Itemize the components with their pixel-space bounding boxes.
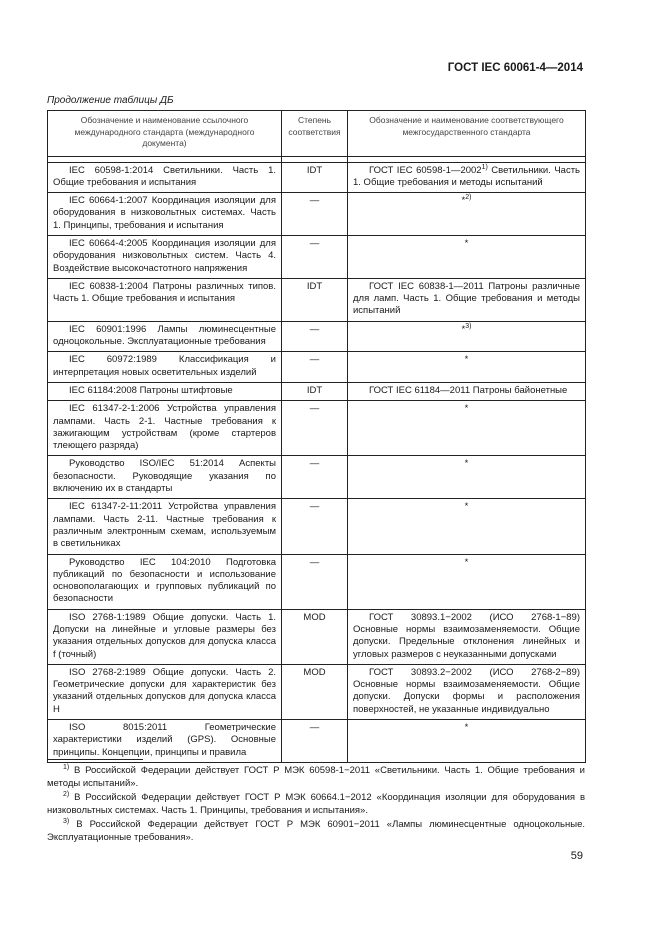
- interstate-standard-text-continued: Светильники. Часть 1. Общие требования и методы испытаний: [353, 164, 580, 188]
- column-header-degree: Степень соответствия: [282, 111, 348, 157]
- table-continuation-label: Продолжение таблицы ДБ: [47, 95, 174, 106]
- degree-cell: —: [282, 456, 348, 499]
- degree-cell: —: [282, 499, 348, 554]
- interstate-standard-text: *: [464, 556, 469, 568]
- interstate-standard-text: ГОСТ IEC 60838-1—2011 Патроны различные для ламп. Часть 1. Общие требования и методы испытаний: [353, 280, 580, 317]
- reference-standard-cell: IEC 61347-2-11:2011 Устройства управления лампами. Часть 2-11. Частные требования к различным электронным схемам, используемым в светильниках: [48, 499, 282, 554]
- reference-standard-cell: ISO 8015:2011 Геометрические характеристики изделий (GPS). Основные принципы. Концепции, принципы и правила: [48, 720, 282, 763]
- interstate-standard-cell: [348, 352, 586, 383]
- reference-standard-cell: Руководство IEC 104:2010 Подготовка публикаций по безопасности и использование основополагающих и групповых публикаций по безопасности: [48, 554, 282, 609]
- table-header-row: [48, 111, 586, 157]
- interstate-standard-text: *: [464, 722, 469, 734]
- interstate-standard-cell: [348, 321, 586, 352]
- degree-cell: —: [282, 235, 348, 278]
- interstate-standard-cell: [348, 720, 586, 763]
- interstate-standard-cell: [348, 609, 586, 664]
- table-row: [48, 382, 586, 400]
- footnote-divider: [47, 759, 143, 760]
- reference-standard-cell: IEC 60972:1989 Классификация и интерпретация новых осветительных изделий: [48, 352, 282, 383]
- table-row: [48, 499, 586, 554]
- table-row: [48, 352, 586, 383]
- footnote-text: В Российской Федерации действует ГОСТ Р МЭК 60664.1−2012 «Координация изоляции для оборудования в низковольтных системах. Часть 1. Принципы, требования и испытания».: [47, 792, 585, 816]
- degree-cell: IDT: [282, 382, 348, 400]
- table-row: [48, 162, 586, 193]
- reference-standard-cell: IEC 60664-1:2007 Координация изоляции для оборудования в низковольтных системах. Часть 1. Принципы, требования и испытания: [48, 193, 282, 236]
- degree-cell: —: [282, 193, 348, 236]
- footnote-reference: 3): [465, 322, 472, 330]
- footnotes: [47, 765, 585, 846]
- reference-standard-cell: IEC 60598-1:2014 Светильники. Часть 1. Общие требования и испытания: [48, 162, 282, 193]
- table-row: [48, 193, 586, 236]
- interstate-standard-text: ГОСТ IEC 61184—2011 Патроны байонетные: [369, 384, 568, 396]
- interstate-standard-cell: [348, 499, 586, 554]
- table-row: [48, 664, 586, 719]
- interstate-standard-text: ГОСТ IEC 60598-1—2002: [369, 164, 482, 176]
- table-row: [48, 401, 586, 456]
- interstate-standard-text: ГОСТ 30893.1−2002 (ИСО 2768-1−89) Основные нормы взаимозаменяемости. Общие допуски. Предельные отклонения линейных и угловых размеров с неуказанными допусками: [353, 611, 580, 660]
- interstate-standard-text: *: [464, 237, 469, 249]
- document-code: ГОСТ IEC 60061-4—2014: [447, 62, 583, 74]
- table-row: [48, 609, 586, 664]
- reference-standard-cell: IEC 60901:1996 Лампы люминесцентные одноцокольные. Эксплуатационные требования: [48, 321, 282, 352]
- page-number: 59: [570, 850, 583, 862]
- footnote: [47, 765, 585, 790]
- interstate-standard-text: *: [461, 323, 466, 335]
- degree-cell: MOD: [282, 664, 348, 719]
- interstate-standard-text: *: [464, 403, 469, 415]
- reference-standard-cell: IEC 61184:2008 Патроны штифтовые: [48, 382, 282, 400]
- interstate-standard-cell: [348, 382, 586, 400]
- interstate-standard-cell: [348, 278, 586, 321]
- table-row: [48, 278, 586, 321]
- reference-standard-cell: Руководство ISO/IEC 51:2014 Аспекты безопасности. Руководящие указания по включению их в стандарты: [48, 456, 282, 499]
- degree-cell: —: [282, 720, 348, 763]
- footnote: [47, 792, 585, 817]
- footnote-text: В Российской Федерации действует ГОСТ Р МЭК 60901−2011 «Лампы люминесцентные одноцокольные. Эксплуатационные требования».: [47, 819, 585, 843]
- interstate-standard-cell: [348, 554, 586, 609]
- interstate-standard-text: ГОСТ 30893.2−2002 (ИСО 2768-2−89) Основные нормы взаимозаменяемости. Общие допуски. Допуски формы и расположения поверхностей, не указанные индивидуально: [353, 666, 580, 715]
- footnote: [47, 819, 585, 844]
- footnote-mark: 3): [63, 817, 70, 825]
- interstate-standard-cell: [348, 193, 586, 236]
- interstate-standard-cell: [348, 235, 586, 278]
- degree-cell: —: [282, 554, 348, 609]
- footnote-mark: 2): [63, 790, 70, 798]
- table-row: [48, 321, 586, 352]
- degree-cell: IDT: [282, 278, 348, 321]
- reference-standard-cell: IEC 60664-4:2005 Координация изоляции для оборудования низковольтных систем. Часть 4. Воздействие высокочастотного напряжения: [48, 235, 282, 278]
- column-header-international-standard: Обозначение и наименование ссылочного международного стандарта (международного документа): [48, 111, 282, 157]
- standards-table: [47, 110, 586, 763]
- degree-cell: MOD: [282, 609, 348, 664]
- footnote-reference: 2): [465, 193, 472, 201]
- reference-standard-cell: ISO 2768-1:1989 Общие допуски. Часть 1. Допуски на линейные и угловые размеры без указания отдельных допусков для допуска класса f (точный): [48, 609, 282, 664]
- reference-standard-cell: IEC 61347-2-1:2006 Устройства управления лампами. Часть 2-1. Частные требования к зажигающим устройствам (кроме стартеров тлеющего разряда): [48, 401, 282, 456]
- footnote-text: В Российской Федерации действует ГОСТ Р МЭК 60598-1−2011 «Светильники. Часть 1. Общие требования и методы испытаний».: [47, 765, 585, 789]
- interstate-standard-text: *: [464, 501, 469, 513]
- footnote-mark: 1): [63, 763, 70, 771]
- footnote-reference: 1): [481, 163, 488, 171]
- reference-standard-cell: IEC 60838-1:2004 Патроны различных типов. Часть 1. Общие требования и испытания: [48, 278, 282, 321]
- table-row: [48, 235, 586, 278]
- interstate-standard-text: *: [464, 354, 469, 366]
- degree-cell: IDT: [282, 162, 348, 193]
- table-row: [48, 456, 586, 499]
- interstate-standard-cell: [348, 664, 586, 719]
- interstate-standard-cell: [348, 456, 586, 499]
- interstate-standard-cell: [348, 401, 586, 456]
- interstate-standard-text: *: [464, 458, 469, 470]
- column-header-interstate-standard: Обозначение и наименование соответствующего межгосударственного стандарта: [348, 111, 586, 157]
- interstate-standard-text: *: [461, 195, 466, 207]
- table-row: [48, 720, 586, 763]
- interstate-standard-cell: [348, 162, 586, 193]
- degree-cell: —: [282, 352, 348, 383]
- reference-standard-cell: ISO 2768-2:1989 Общие допуски. Часть 2. Геометрические допуски для характеристик без указаний отдельных допусков для допуска класса H: [48, 664, 282, 719]
- degree-cell: —: [282, 321, 348, 352]
- degree-cell: —: [282, 401, 348, 456]
- table-row: [48, 554, 586, 609]
